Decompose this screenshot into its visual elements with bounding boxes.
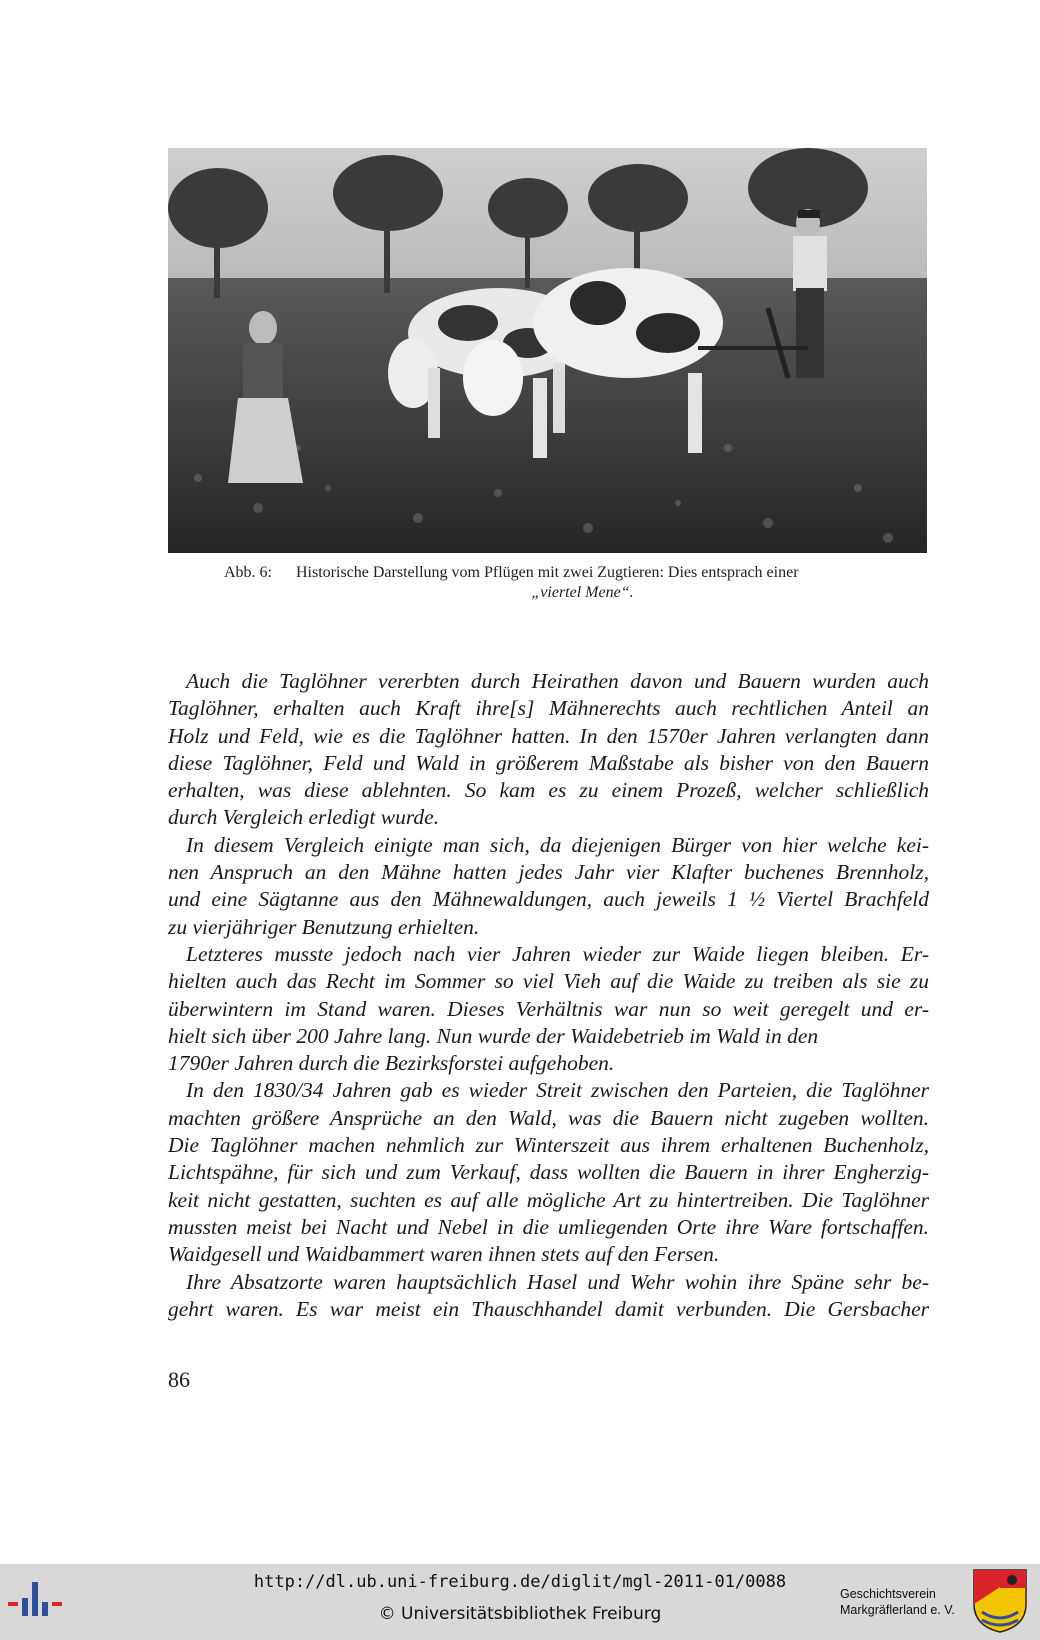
text-line: Waidgesell und Waidbammert waren ihnen stets auf den Fersen. <box>168 1242 720 1267</box>
page-number: 86 <box>168 1367 190 1392</box>
text-line: gehrt waren. Es war meist ein Thauschhandel damit verbunden. Die Gersbacher <box>168 1296 929 1321</box>
text-line: hielten auch das Recht im Sommer so viel Vieh auf die Waide zu treiben als sie zu <box>168 969 929 994</box>
text-line: In den 1830/34 Jahren gab es wieder Streit zwischen den Parteien, die Taglöhner <box>186 1078 929 1103</box>
text-line: machten größere Ansprüche an den Wald, was die Bauern nicht zugeben wollten. <box>168 1105 929 1130</box>
footer-copyright: © Universitätsbibliothek Freiburg <box>378 1604 662 1624</box>
text-line: 1790er Jahren durch die Bezirksforstei aufgehoben. <box>168 1051 615 1076</box>
text-line: durch Vergleich erledigt wurde. <box>168 805 440 830</box>
footer-bar <box>0 1564 1040 1640</box>
plowing-scene-illustration <box>168 148 927 553</box>
text-line: Die Taglöhner machen nehmlich zur Winterszeit aus ihrem erhaltenen Buchenholz, <box>168 1133 929 1158</box>
text-line: Letzteres musste jedoch nach vier Jahren wieder zur Waide liegen bleiben. Er- <box>186 941 929 966</box>
text-line: Lichtspähne, für sich und zum Verkauf, dass wollten die Bauern in ihrer Engherzig- <box>168 1160 929 1185</box>
text-line: überwintern im Stand waren. Dieses Verhältnis war nun so weit geregelt und er- <box>168 996 929 1021</box>
footer-url-link[interactable]: http://dl.ub.uni-freiburg.de/diglit/mgl-2011-01/0088 <box>253 1572 787 1592</box>
body-text <box>168 668 929 1323</box>
text-line: Holz und Feld, wie es die Taglöhner hatten. In den 1570er Jahren verlangten dann <box>168 723 929 748</box>
society-line-1: Geschichtsverein <box>840 1587 936 1601</box>
figure-caption <box>168 564 927 602</box>
text-line: mussten meist bei Nacht und Nebel in die umliegenden Orte ihre Ware fortschaffen. <box>168 1214 929 1239</box>
text-line: hielt sich über 200 Jahre lang. Nun wurde der Waidebetrieb im Wald in den <box>168 1023 819 1048</box>
society-line-2: Markgräflerland e. V. <box>840 1603 955 1617</box>
text-line: nen Anspruch an den Mähne hatten jedes Jahr vier Klafter buchenes Brennholz, <box>168 860 929 885</box>
society-name <box>840 1586 955 1618</box>
text-line: Auch die Taglöhner vererbten durch Heirathen davon und Bauern wurden auch <box>186 669 929 693</box>
text-line: keit nicht gestatten, suchten es auf alle mögliche Art zu hintertreiben. Die Taglöhner <box>168 1187 929 1212</box>
text-line: und eine Sägtanne aus den Mähnewaldungen, auch jeweils 1 ½ Viertel Brachfeld <box>168 887 929 912</box>
text-line: erhalten, was diese ablehnten. So kam es zu einem Prozeß, welcher schließlich <box>168 778 929 803</box>
text-line: In diesem Vergleich einigte man sich, da diejenigen Bürger von hier welche kei- <box>186 832 929 857</box>
caption-label: Abb. 6: <box>224 564 272 581</box>
text-line: diese Taglöhner, Feld und Wald in größerem Maßstabe als bisher von den Bauern <box>168 750 929 775</box>
caption-text-line2: „viertel Mene“. <box>531 584 634 601</box>
coat-of-arms-icon <box>972 1568 1028 1634</box>
historic-plowing-photo <box>168 148 927 553</box>
caption-text: Historische Darstellung vom Pflügen mit zwei Zugtieren: Dies entsprach einer <box>296 564 799 581</box>
text-line: Taglöhner, erhalten auch Kraft ihre[s] Mähnerechts auch rechtlichen Anteil an <box>168 696 929 721</box>
text-line: zu vierjähriger Benutzung erhielten. <box>168 914 480 939</box>
text-line: Ihre Absatzorte waren hauptsächlich Hasel und Wehr wohin ihre Späne sehr be- <box>186 1269 929 1294</box>
